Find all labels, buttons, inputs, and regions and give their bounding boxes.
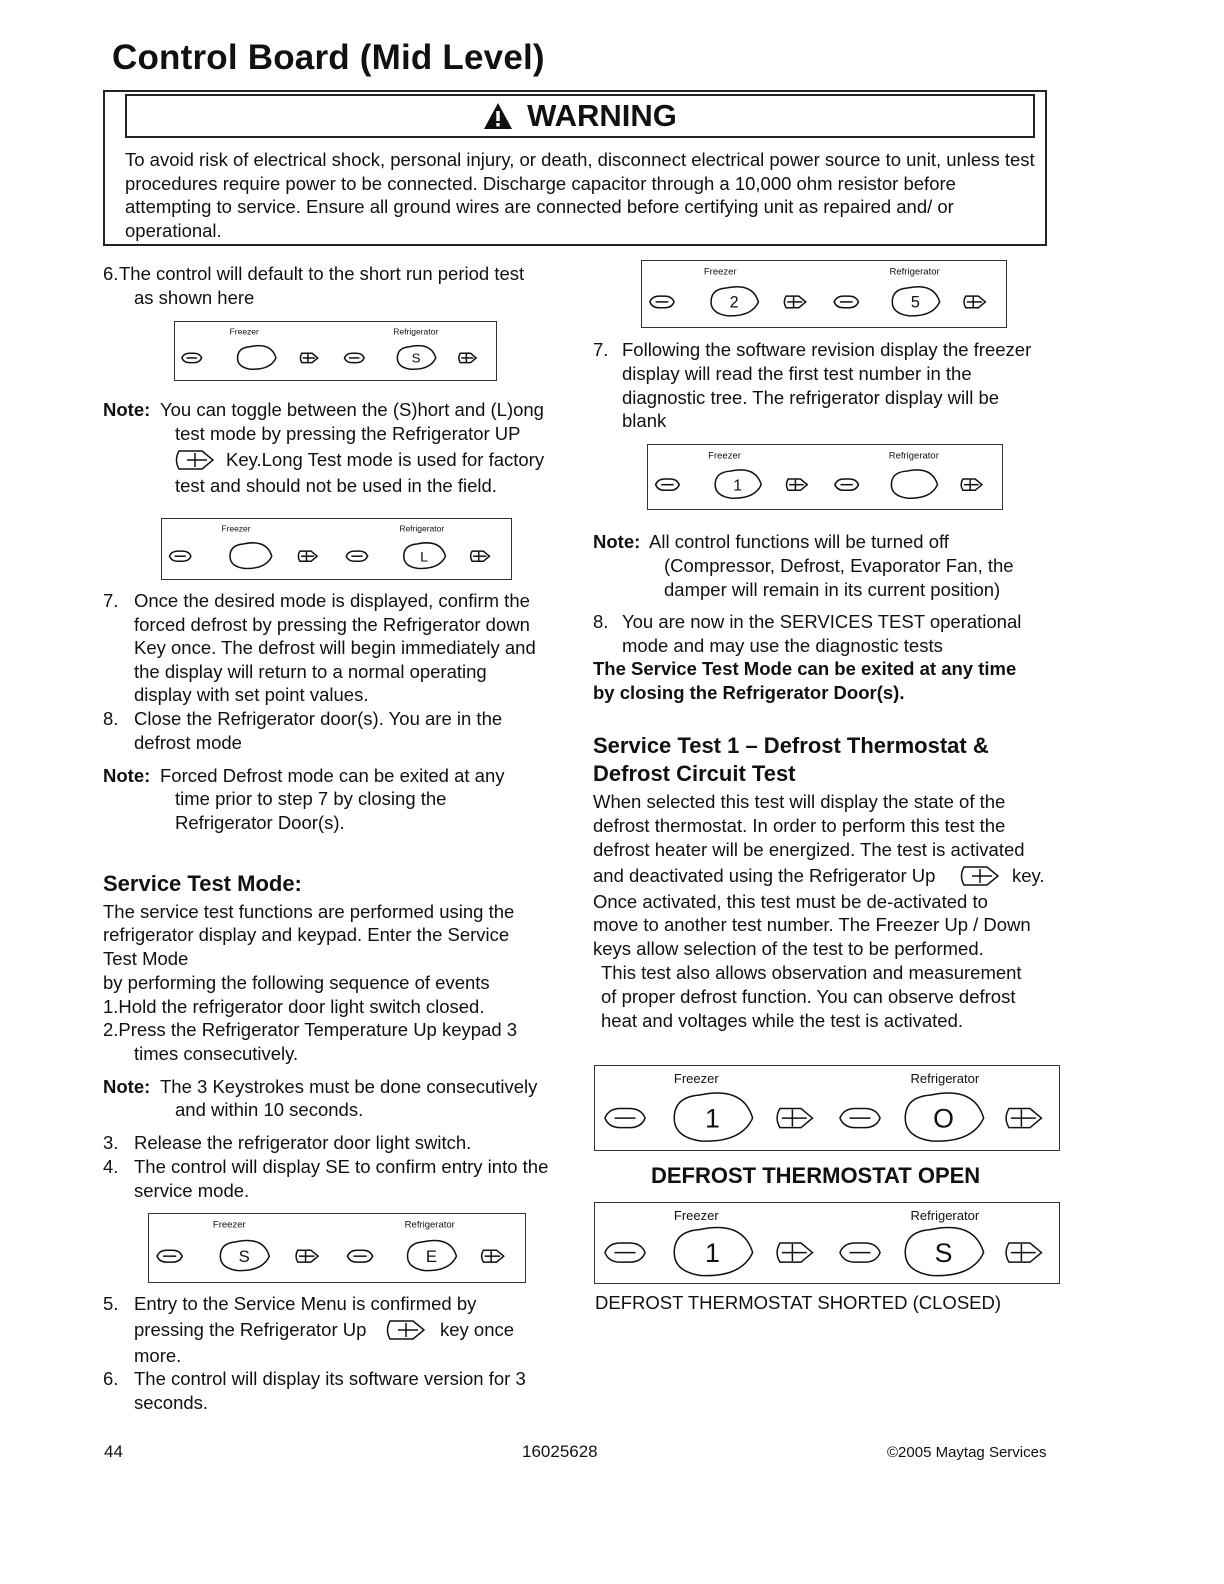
refrigerator-display xyxy=(891,470,937,498)
right-item7-line: diagnostic tree. The refrigerator display will be xyxy=(622,387,1000,408)
service-line: refrigerator display and keypad. Enter the Service xyxy=(103,924,510,945)
item6-num: 6. xyxy=(103,263,119,284)
right-item7-line: Following the software revision display the freezer xyxy=(622,339,1032,360)
panel-drawing xyxy=(595,1203,1059,1283)
freezer-display-char: 1 xyxy=(705,1238,720,1269)
step5-line3: more. xyxy=(134,1345,182,1366)
left-item7-line: the display will return to a normal operating xyxy=(134,661,487,682)
note2-label: Note: xyxy=(103,765,151,786)
refrigerator-label: Refrigerator xyxy=(393,326,439,337)
service-line: Test Mode xyxy=(103,948,189,969)
page-number: 44 xyxy=(104,1442,123,1461)
display-panel-first-test xyxy=(647,444,1003,510)
test1-line: defrost thermostat. In order to perform this test the xyxy=(593,815,1006,836)
panel-drawing xyxy=(175,322,496,380)
display-panel-se xyxy=(148,1213,526,1283)
freezer-display xyxy=(238,346,276,370)
left-item7-num: 7. xyxy=(103,590,119,611)
service-line: by performing the following sequence of events xyxy=(103,972,490,993)
note1-label: Note: xyxy=(103,399,151,420)
display-panel-long xyxy=(161,518,512,580)
test1-line-key-a: and deactivated using the Refrigerator Up xyxy=(593,865,936,886)
left-item7-line: Once the desired mode is displayed, confirm the xyxy=(134,590,530,611)
refrigerator-label: Refrigerator xyxy=(404,1219,455,1231)
refrigerator-up-key-icon xyxy=(384,1319,434,1341)
document-number: 16025628 xyxy=(522,1442,598,1461)
refrigerator-display-char: L xyxy=(420,549,429,566)
note1-line3: Key.Long Test mode is used for factory xyxy=(226,449,545,470)
warning-box xyxy=(103,90,1047,246)
item6-line2: as shown here xyxy=(134,287,255,308)
step3-text: Release the refrigerator door light switch. xyxy=(134,1132,472,1153)
freezer-display-char: 2 xyxy=(729,293,739,312)
panel-drawing xyxy=(162,519,511,579)
refrigerator-label: Refrigerator xyxy=(910,1208,980,1223)
refrigerator-label: Refrigerator xyxy=(889,266,940,278)
service-line: 2.Press the Refrigerator Temperature Up keypad 3 xyxy=(103,1019,518,1040)
refrigerator-label: Refrigerator xyxy=(910,1071,980,1086)
panel-drawing xyxy=(149,1214,525,1282)
note2-line: Forced Defrost mode can be exited at any xyxy=(160,765,505,786)
panel-drawing xyxy=(642,261,1006,327)
item6-line1: The control will default to the short run period test xyxy=(119,263,525,284)
display-panel-version xyxy=(641,260,1007,328)
right-item7-line: blank xyxy=(622,410,667,431)
refrigerator-display-char: S xyxy=(934,1238,953,1269)
left-item7-line: forced defrost by pressing the Refrigerator down xyxy=(134,614,530,635)
right-note-label: Note: xyxy=(593,531,641,552)
left-item7-line: Key once. The defrost will begin immediately and xyxy=(134,637,536,658)
caption-thermostat-open: DEFROST THERMOSTAT OPEN xyxy=(651,1163,981,1188)
warning-triangle-icon xyxy=(483,102,513,130)
display-panel-open xyxy=(594,1065,1060,1151)
panel-drawing xyxy=(595,1066,1059,1150)
service-line: 1.Hold the refrigerator door light switch closed. xyxy=(103,996,485,1017)
step3-num: 3. xyxy=(103,1132,119,1153)
warning-text: To avoid risk of electrical shock, personal injury, or death, disconnect electrical power source to unit, unless test procedures require power to be connected. Discharge capacitor through a 10,000 ohm resistor before attempting to service. Ensure all ground wires are connected before certifying unit as repaired and/ or operational. xyxy=(125,149,1035,241)
step4-line: The control will display SE to confirm entry into the xyxy=(134,1156,549,1177)
refrigerator-up-key-icon xyxy=(173,449,223,471)
note3-line: and within 10 seconds. xyxy=(175,1099,364,1120)
step5-line2b: key once xyxy=(440,1319,515,1340)
caption-thermostat-shorted: DEFROST THERMOSTAT SHORTED (CLOSED) xyxy=(595,1292,1002,1313)
right-item7-line: display will read the first test number in the xyxy=(622,363,972,384)
freezer-label: Freezer xyxy=(708,450,741,462)
panel-drawing xyxy=(648,445,1002,509)
refrigerator-label: Refrigerator xyxy=(399,523,445,534)
test1-line: Once activated, this test must be de-activated to xyxy=(593,891,988,912)
display-panel-shorted xyxy=(594,1202,1060,1284)
left-item8-num: 8. xyxy=(103,708,119,729)
freezer-label: Freezer xyxy=(673,1208,719,1223)
right-item8-line: mode and may use the diagnostic tests xyxy=(622,635,943,656)
note1-line4: test and should not be used in the field. xyxy=(175,475,497,496)
right-item8-num: 8. xyxy=(593,611,609,632)
step6-line: The control will display its software version for 3 xyxy=(134,1368,526,1389)
note1-line1: You can toggle between the (S)hort and (L)ong xyxy=(160,399,544,420)
copyright: ©2005 Maytag Services xyxy=(887,1444,1047,1461)
page-title: Control Board (Mid Level) xyxy=(112,38,545,77)
freezer-display-char: S xyxy=(238,1247,250,1267)
left-item8-line: Close the Refrigerator door(s). You are in the xyxy=(134,708,503,729)
test1-line: of proper defrost function. You can observe defrost xyxy=(601,986,1016,1007)
service-times: times consecutively. xyxy=(134,1043,299,1064)
refrigerator-display-char: O xyxy=(933,1103,954,1134)
right-item8-line: You are now in the SERVICES TEST operational xyxy=(622,611,1022,632)
freezer-label: Freezer xyxy=(212,1219,246,1231)
test1-line-key-b: key. xyxy=(1012,865,1045,886)
step5-line2a: pressing the Refrigerator Up xyxy=(134,1319,367,1340)
step6-num: 6. xyxy=(103,1368,119,1389)
test1-heading-line2: Defrost Circuit Test xyxy=(593,761,796,786)
test1-line: heat and voltages while the test is activated. xyxy=(601,1010,963,1031)
freezer-label: Freezer xyxy=(703,266,737,278)
step5-line1: Entry to the Service Menu is confirmed by xyxy=(134,1293,477,1314)
exit-note-line: The Service Test Mode can be exited at any time xyxy=(593,658,1017,679)
refrigerator-label: Refrigerator xyxy=(888,450,939,462)
refrigerator-display-char: E xyxy=(425,1247,437,1267)
left-item8-line: defrost mode xyxy=(134,732,242,753)
step5-num: 5. xyxy=(103,1293,119,1314)
right-item7-num: 7. xyxy=(593,339,609,360)
note3-line: The 3 Keystrokes must be done consecutively xyxy=(160,1076,538,1097)
test1-line: move to another test number. The Freezer Up / Down xyxy=(593,914,1031,935)
freezer-display-char: 1 xyxy=(705,1103,720,1134)
warning-header xyxy=(125,94,1035,138)
right-note-line: (Compressor, Defrost, Evaporator Fan, the xyxy=(664,555,1014,576)
note3-label: Note: xyxy=(103,1076,151,1097)
warning-heading: WARNING xyxy=(527,98,677,133)
step4-line: service mode. xyxy=(134,1180,250,1201)
service-line: The service test functions are performed using the xyxy=(103,901,515,922)
test1-line: defrost heater will be energized. The test is activated xyxy=(593,839,1025,860)
freezer-display-char: 1 xyxy=(733,477,743,495)
right-note-line: damper will remain in its current position) xyxy=(664,579,1001,600)
right-note-line: All control functions will be turned off xyxy=(649,531,949,552)
step6-line: seconds. xyxy=(134,1392,209,1413)
exit-note-line: by closing the Refrigerator Door(s). xyxy=(593,682,905,703)
test1-line: When selected this test will display the state of the xyxy=(593,791,1006,812)
note2-line: Refrigerator Door(s). xyxy=(175,812,345,833)
test1-line: This test also allows observation and measurement xyxy=(601,962,1022,983)
left-item7-line: display with set point values. xyxy=(134,684,369,705)
note2-line: time prior to step 7 by closing the xyxy=(175,788,447,809)
freezer-label: Freezer xyxy=(229,326,259,337)
note1-line2: test mode by pressing the Refrigerator UP xyxy=(175,423,521,444)
step4-num: 4. xyxy=(103,1156,119,1177)
refrigerator-display-char: S xyxy=(411,350,421,366)
refrigerator-up-key-icon xyxy=(958,865,1008,887)
refrigerator-display-char: 5 xyxy=(910,293,920,312)
freezer-display xyxy=(230,543,272,569)
freezer-label: Freezer xyxy=(221,523,251,534)
test1-heading-line1: Service Test 1 – Defrost Thermostat & xyxy=(593,733,989,758)
freezer-label: Freezer xyxy=(673,1071,719,1086)
test1-line: keys allow selection of the test to be performed. xyxy=(593,938,984,959)
display-panel-short xyxy=(174,321,497,381)
service-test-mode-heading: Service Test Mode: xyxy=(103,871,302,896)
